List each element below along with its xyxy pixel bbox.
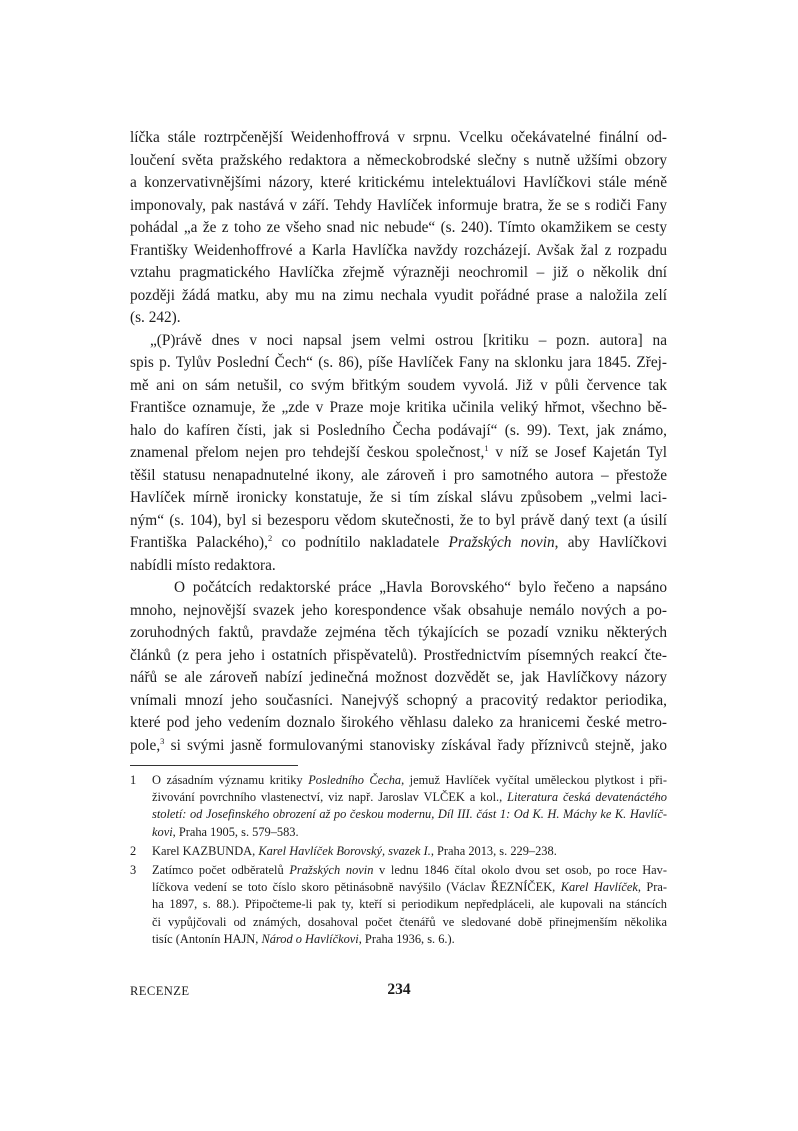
footnote-text: v lednu 1846 čítal okolo dvou set osob, po roce Hav-: [373, 862, 667, 877]
footnote-number: 1: [130, 773, 137, 787]
footnote-text: , Praha 1936, s. 6.).: [358, 931, 455, 946]
line-text: těšil statusu nenapadnutelné ikony, ale zároveň i pro samotného autora – přestože: [130, 466, 667, 484]
body-line: [130, 690, 667, 713]
footnote-italic-text: Pražských novin: [289, 862, 374, 877]
line-text: (s. 242).: [130, 309, 181, 326]
body-line: [130, 285, 667, 308]
footnote-text: , Pra-: [637, 880, 668, 895]
line-text: Františka Palackého),: [130, 534, 268, 551]
body-line: [130, 375, 667, 398]
footnote-italic-text: Karel Havlíček: [560, 880, 638, 895]
body-line: [130, 712, 667, 735]
footnote-number: 2: [130, 843, 137, 858]
body-line: [130, 465, 667, 488]
body-line: [130, 307, 667, 330]
line-text: líčka stále roztrpčenější Weidenhoffrová v srpnu. Vcelku očekávatelné finální od-: [130, 129, 667, 146]
footnote-line: [152, 862, 667, 879]
line-text: loučení světa pražského redaktora a německobrodské slečny s nutně užšími obzory: [130, 151, 667, 169]
line-text: pohádal „a že z toho ze všeho snad nic nebude“ (s. 240). Tímto okamžikem se cesty: [130, 219, 667, 236]
body-line: [130, 150, 667, 173]
body-line: [130, 217, 667, 240]
footnote-2: [130, 843, 667, 860]
line-text: a konzervativnějšími názory, které kritickému intelektuálovi Havlíčkovi stále méně: [130, 174, 667, 191]
footnotes: [130, 772, 667, 950]
body-line: [130, 487, 667, 510]
footnote-text: Zatímco počet odběratelů: [152, 862, 290, 877]
line-text: vztahu pragmatického Havlíčka zřejmě výrazněji neochromil – již o několik dní: [130, 264, 667, 281]
body-line: [130, 397, 667, 420]
footnote-text: , Praha 2013, s. 229–238.: [430, 843, 557, 858]
body-text: [130, 127, 667, 757]
body-line: [130, 622, 667, 645]
body-line: [130, 352, 667, 375]
footnote-marker: 3: [160, 735, 165, 746]
footnote-italic-text: Posledního Čecha: [308, 773, 402, 787]
footnote-line: [152, 914, 667, 931]
footnote-line: [152, 772, 667, 789]
body-line: [130, 555, 667, 578]
body-line: [130, 442, 667, 465]
line-text: zoruhodných faktů, pravdaže zejména těch týkajících se pozadí vzniku některých: [130, 624, 667, 641]
footnote-italic-text: Národ o Havlíčkovi: [261, 931, 359, 946]
body-line: [130, 532, 667, 555]
footnote-text: či vypůjčovali od známých, dosahoval počet čtenářů ve sledované době přinejmenším několika: [152, 914, 667, 929]
line-text: nabídli místo redaktora.: [130, 556, 276, 574]
footnote-separator: [130, 765, 298, 766]
body-line: [130, 127, 667, 150]
line-text: Františky Weidenhoffrové a Karla Havlíčka navždy rozcházejí. Avšak žal z rozpadu: [130, 241, 667, 259]
body-line: [130, 645, 667, 668]
line-text: nářů se ale zároveň nabízí jedinečná možnost dozvědět se, jak Havlíčkovy názory: [130, 669, 667, 686]
running-footer-section: RECENZE: [130, 984, 190, 998]
footnote-italic-text: Karel Havlíček Borovský, svazek I.: [258, 843, 431, 858]
body-line: [130, 195, 667, 218]
line-text: si svými jasně formulovanými stanovisky získával řady příznivců stejně, jako: [164, 736, 667, 754]
body-line: [130, 577, 667, 600]
line-text: které pod jeho vedením doznalo širokého věhlasu daleko za hranicemi české metro-: [130, 714, 667, 731]
footnote-marker: 1: [484, 443, 489, 453]
body-line: [130, 172, 667, 195]
footnote-marker: 2: [267, 533, 273, 543]
line-text: v níž se Josef Kajetán Tyl: [488, 444, 667, 461]
line-text: „(P)rávě dnes v noci napsal jsem velmi ostrou [kritiku – pozn. autora] na: [150, 331, 667, 349]
body-line: [130, 420, 667, 443]
line-text: halo do kafíren čísti, jak si Posledního Čecha podávají“ (s. 99). Text, jak známo,: [130, 421, 667, 439]
line-text: pole,: [130, 736, 161, 754]
line-text: , aby Havlíčkovi: [554, 534, 667, 551]
footnote-text: ha 1897, s. 88.). Připočteme-li pak ty, kteří si periodikum nepředpláceli, ale kupovali na stáncích: [152, 897, 667, 912]
body-line: [130, 600, 667, 623]
line-text: později žádá matku, aby mu na zimu nechala vyudit pořádné prase a naložila zelí: [130, 286, 667, 304]
body-line: [130, 510, 667, 533]
footnote-text: , Praha 1905, s. 579–583.: [172, 824, 299, 839]
footnote-text: Karel KAZBUNDA,: [152, 843, 259, 858]
body-line: [130, 330, 667, 353]
body-line: [130, 240, 667, 263]
footnote-text: O zásadním významu kritiky: [152, 773, 309, 787]
footnote-line: [152, 789, 667, 806]
line-text: mě ani on sám netušil, co svým břitkým soudem vyvolá. Již v půli července tak: [130, 376, 667, 394]
footnote-3: [130, 862, 667, 948]
line-text: imponovaly, pak nastává v září. Tehdy Havlíček informuje bratra, že se s rodiči Fany: [130, 196, 667, 214]
footnote-line: [152, 879, 667, 896]
footnote-italic-text: kovi: [152, 824, 173, 839]
page-number: 234: [387, 981, 411, 998]
footnote-text: živování povrchního vlastenectví, viz např. Jaroslav VLČEK a kol.,: [152, 790, 508, 805]
footnote-number: 3: [130, 862, 137, 877]
footnote-line: [152, 843, 667, 860]
italic-title: Pražských novin: [448, 534, 555, 551]
footnote-text: , jemuž Havlíček vyčítal uměleckou plytkost i při-: [401, 773, 667, 787]
footnote-line: [152, 896, 667, 913]
line-text: O počátcích redaktorské práce „Havla Borovského“ bylo řečeno a napsáno: [174, 579, 667, 596]
footnote-line: [152, 824, 667, 841]
body-line: [130, 735, 667, 758]
line-text: Havlíček mírně ironicky konstatuje, že si tím získal slávu způsobem „velmi laci-: [130, 489, 667, 506]
line-text: znamenal přelom nejen pro tehdejší českou společnost,: [130, 444, 485, 461]
line-text: ným“ (s. 104), byl si bezesporu vědom skutečnosti, že to byl právě daný text (a úsilí: [130, 511, 667, 529]
body-line: [130, 262, 667, 285]
line-text: Františce oznamuje, že „zde v Praze moje kritika učinila veliký hřmot, všechno bě-: [130, 399, 667, 416]
line-text: mnoho, nejnovější svazek jeho korespondence však obsahuje nemálo nových a po-: [130, 601, 667, 619]
footnote-text: líčkova vedení se toto číslo skoro pětinásobně navýšilo (Václav ŘEZNÍČEK,: [152, 880, 561, 895]
body-line: [130, 667, 667, 690]
footnote-line: [152, 806, 667, 823]
footnote-italic-text: Literatura česká devatenáctého: [507, 790, 667, 805]
line-text: co podnítilo nakladatele: [272, 534, 449, 551]
footnote-1: [130, 772, 667, 841]
line-text: článků (z pera jeho i ostatních přispěvatelů). Prostřednictvím písemných reakcí čte-: [130, 646, 667, 664]
footnote-line: [152, 931, 667, 948]
footnote-text: tisíc (Antonín HAJN,: [152, 931, 262, 946]
line-text: spis p. Tylův Poslední Čech“ (s. 86), píše Havlíček Fany na sklonku jara 1845. Zřej-: [130, 354, 667, 371]
line-text: vnímali mnozí jeho současníci. Nanejvýš schopný a pracovitý redaktor periodika,: [130, 691, 667, 709]
footnote-italic-text: století: od Josefinského obrození až po českou modernu, Díl III. část 1: Od K. H. Máchy ke K. Havlíč-: [152, 807, 667, 822]
